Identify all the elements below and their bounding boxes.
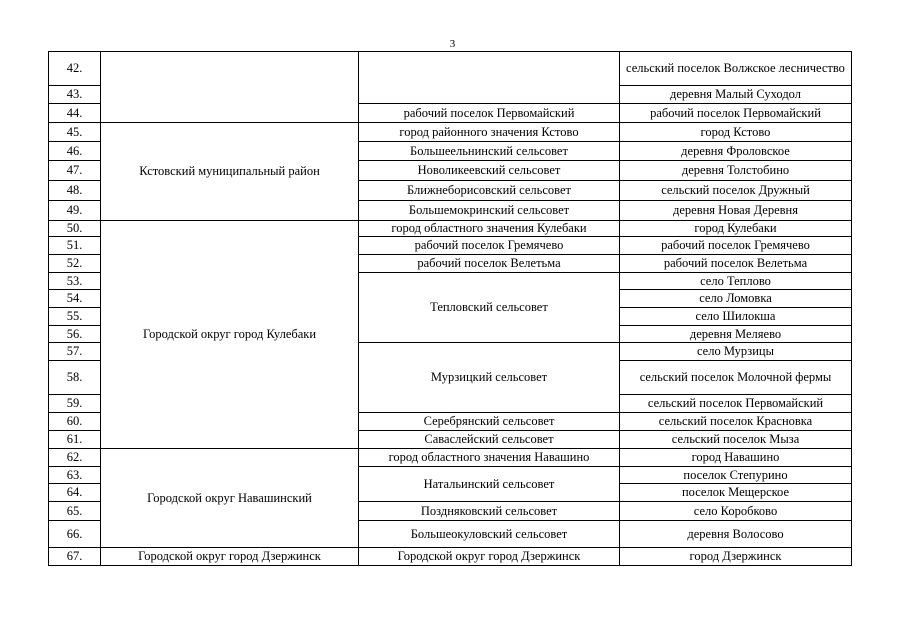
page-number: 3 [449, 38, 456, 50]
settlement-cell: город Навашино [620, 449, 852, 467]
municipality-cell: Поздняковский сельсовет [359, 502, 620, 521]
row-number: 59. [49, 395, 101, 413]
settlement-cell: деревня Фроловское [620, 142, 852, 161]
row-number: 60. [49, 413, 101, 431]
settlement-cell: сельский поселок Мыза [620, 431, 852, 449]
municipality-cell: Серебрянский сельсовет [359, 413, 620, 431]
row-number: 45. [49, 123, 101, 142]
municipality-cell: Натальинский сельсовет [359, 467, 620, 502]
row-number: 64. [49, 484, 101, 502]
municipality-cell: город областного значения Навашино [359, 449, 620, 467]
municipality-cell: Тепловский сельсовет [359, 273, 620, 343]
settlement-cell: рабочий поселок Велетьма [620, 255, 852, 273]
municipality-cell: Городской округ город Дзержинск [359, 548, 620, 566]
settlement-cell: сельский поселок Волжское лесничество [620, 52, 852, 86]
municipality-cell: рабочий поселок Велетьма [359, 255, 620, 273]
table-row [49, 548, 852, 566]
settlement-cell: село Ломовка [620, 290, 852, 308]
settlement-cell: село Мурзицы [620, 343, 852, 361]
row-number: 62. [49, 449, 101, 467]
municipality-cell: рабочий поселок Гремячево [359, 237, 620, 255]
municipality-cell: город областного значения Кулебаки [359, 221, 620, 237]
municipality-cell: Ближнеборисовский сельсовет [359, 181, 620, 201]
row-number: 46. [49, 142, 101, 161]
row-number: 52. [49, 255, 101, 273]
row-number: 54. [49, 290, 101, 308]
settlements-table [48, 51, 852, 566]
row-number: 53. [49, 273, 101, 290]
row-number: 57. [49, 343, 101, 361]
row-number: 47. [49, 161, 101, 181]
settlement-cell: деревня Новая Деревня [620, 201, 852, 221]
municipality-cell: Саваслейский сельсовет [359, 431, 620, 449]
settlement-cell: село Теплово [620, 273, 852, 290]
table-row [49, 221, 852, 237]
settlement-cell: сельский поселок Молочной фермы [620, 361, 852, 395]
settlement-cell: деревня Меляево [620, 326, 852, 343]
row-number: 66. [49, 521, 101, 548]
settlement-cell: село Шилокша [620, 308, 852, 326]
settlement-cell: деревня Волосово [620, 521, 852, 548]
settlement-cell: рабочий поселок Первомайский [620, 104, 852, 123]
district-cell: Кстовский муниципальный район [101, 123, 359, 221]
settlement-cell: город Кстово [620, 123, 852, 142]
row-number: 56. [49, 326, 101, 343]
settlement-cell: поселок Степурино [620, 467, 852, 484]
settlement-cell: сельский поселок Красновка [620, 413, 852, 431]
settlement-cell: сельский поселок Дружный [620, 181, 852, 201]
settlement-cell: деревня Малый Суходол [620, 86, 852, 104]
settlement-cell: сельский поселок Первомайский [620, 395, 852, 413]
table-row [49, 123, 852, 142]
row-number: 55. [49, 308, 101, 326]
row-number: 67. [49, 548, 101, 566]
municipality-cell: Большеельнинский сельсовет [359, 142, 620, 161]
table-row [49, 52, 852, 86]
row-number: 51. [49, 237, 101, 255]
municipality-cell: Мурзицкий сельсовет [359, 343, 620, 413]
row-number: 63. [49, 467, 101, 484]
row-number: 44. [49, 104, 101, 123]
settlement-cell: рабочий поселок Гремячево [620, 237, 852, 255]
row-number: 61. [49, 431, 101, 449]
row-number: 48. [49, 181, 101, 201]
settlement-cell: село Коробково [620, 502, 852, 521]
row-number: 65. [49, 502, 101, 521]
settlement-cell: поселок Мещерское [620, 484, 852, 502]
row-number: 58. [49, 361, 101, 395]
municipality-cell [359, 52, 620, 104]
table-row [49, 449, 852, 467]
municipality-cell: Большемокринский сельсовет [359, 201, 620, 221]
settlement-cell: город Кулебаки [620, 221, 852, 237]
municipality-cell: рабочий поселок Первомайский [359, 104, 620, 123]
district-cell [101, 52, 359, 123]
row-number: 43. [49, 86, 101, 104]
row-number: 42. [49, 52, 101, 86]
municipality-cell: Новоликеевский сельсовет [359, 161, 620, 181]
settlement-cell: деревня Толстобино [620, 161, 852, 181]
municipality-cell: город районного значения Кстово [359, 123, 620, 142]
district-cell: Городской округ город Кулебаки [101, 221, 359, 449]
district-cell: Городской округ Навашинский [101, 449, 359, 548]
row-number: 49. [49, 201, 101, 221]
row-number: 50. [49, 221, 101, 237]
district-cell: Городской округ город Дзержинск [101, 548, 359, 566]
settlement-cell: город Дзержинск [620, 548, 852, 566]
municipality-cell: Большеокуловский сельсовет [359, 521, 620, 548]
